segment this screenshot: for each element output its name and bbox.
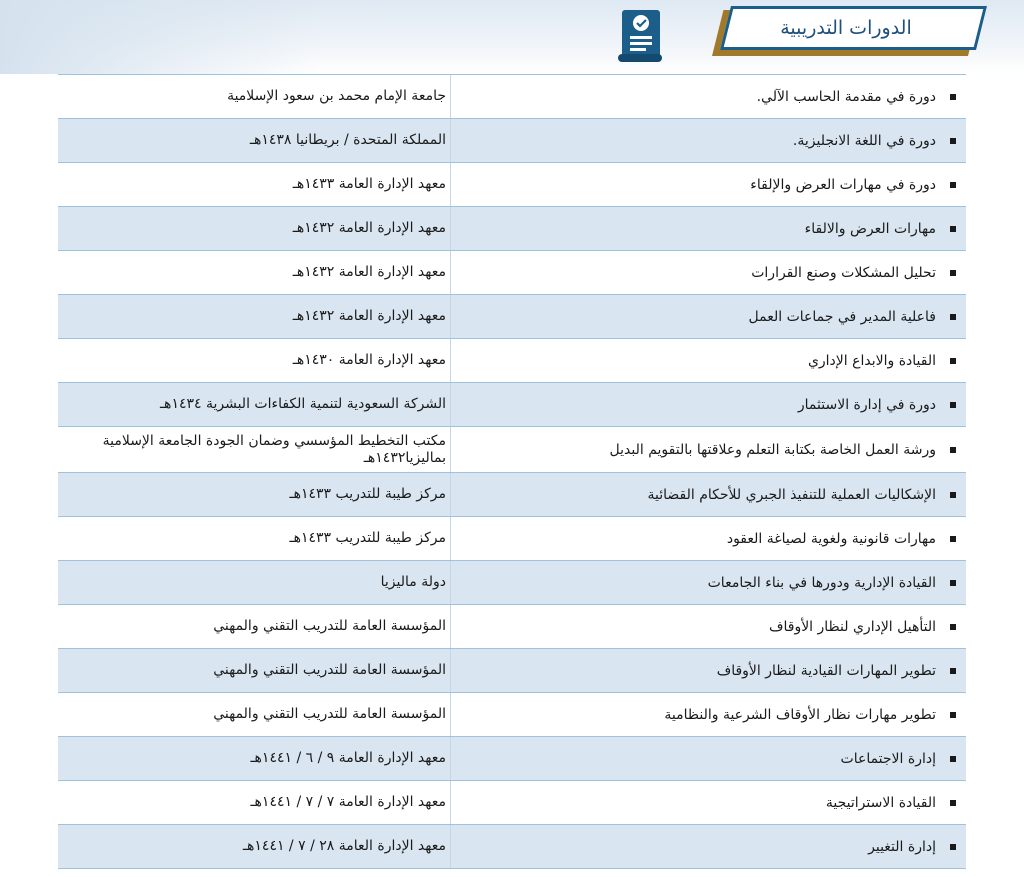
course-provider: معهد الإدارة العامة ١٤٣٢هـ [292,308,446,324]
bullet-icon [950,712,956,718]
course-provider: مكتب التخطيط المؤسسي وضمان الجودة الجامعة الإسلامية بماليزيا١٤٣٢هـ [102,432,446,466]
course-name: تطوير المهارات القيادية لنظار الأوقاف [716,662,936,679]
table-row [58,119,966,163]
bullet-icon [950,402,956,408]
course-name: إدارة الاجتماعات [840,750,936,767]
course-name: الإشكاليات العملية للتنفيذ الجبري للأحكام القضائية [647,486,936,503]
course-name: دورة في مقدمة الحاسب الآلي. [756,88,936,105]
table-row [58,251,966,295]
bullet-icon [950,668,956,674]
bullet-icon [950,580,956,586]
course-provider: معهد الإدارة العامة ٩ / ٦ / ١٤٤١هـ [250,750,446,766]
bullet-icon [950,94,956,100]
table-row [58,781,966,825]
bullet-icon [950,492,956,498]
bullet-icon [950,314,956,320]
course-provider: معهد الإدارة العامة ٢٨ / ٧ / ١٤٤١هـ [242,838,446,854]
table-row [58,649,966,693]
course-provider: دولة ماليزيا [380,574,446,590]
table-row [58,207,966,251]
course-provider: معهد الإدارة العامة ١٤٣٢هـ [292,264,446,280]
table-row [58,163,966,207]
table-row [58,295,966,339]
course-name: دورة في إدارة الاستثمار [797,396,936,413]
course-name: القيادة الاستراتيجية [825,794,936,811]
bullet-icon [950,624,956,630]
table-row [58,825,966,869]
bullet-icon [950,358,956,364]
certificate-icon [614,6,672,64]
course-provider: معهد الإدارة العامة ١٤٣٢هـ [292,220,446,236]
course-name: تطوير مهارات نظار الأوقاف الشرعية والنظامية [664,706,936,723]
table-row [58,339,966,383]
table-row [58,383,966,427]
table-row [58,427,966,473]
course-name: التأهيل الإداري لنظار الأوقاف [768,618,936,635]
course-provider: المملكة المتحدة / بريطانيا ١٤٣٨هـ [249,132,446,148]
table-row [58,473,966,517]
table-row [58,75,966,119]
course-name: مهارات قانونية ولغوية لصياغة العقود [726,530,936,547]
bullet-icon [950,138,956,144]
course-name: فاعلية المدير في جماعات العمل [748,308,936,325]
bullet-icon [950,447,956,453]
section-title-banner [712,6,974,54]
course-name: ورشة العمل الخاصة بكتابة التعلم وعلاقتها بالتقويم البديل [609,441,936,458]
course-name: القيادة والابداع الإداري [807,352,936,369]
table-row [58,605,966,649]
course-provider: المؤسسة العامة للتدريب التقني والمهني [213,706,446,722]
course-provider: معهد الإدارة العامة ٧ / ٧ / ١٤٤١هـ [250,794,446,810]
course-provider: المؤسسة العامة للتدريب التقني والمهني [213,662,446,678]
table-row [58,517,966,561]
bullet-icon [950,226,956,232]
course-name: القيادة الإدارية ودورها في بناء الجامعات [707,574,936,591]
course-provider: مركز طيبة للتدريب ١٤٣٣هـ [289,486,446,502]
course-provider: المؤسسة العامة للتدريب التقني والمهني [213,618,446,634]
course-name: مهارات العرض والالقاء [804,220,936,237]
bullet-icon [950,182,956,188]
table-row [58,737,966,781]
course-provider: جامعة الإمام محمد بن سعود الإسلامية [227,88,446,104]
bullet-icon [950,270,956,276]
course-name: دورة في مهارات العرض والإلقاء [750,176,936,193]
course-name: دورة في اللغة الانجليزية. [792,132,936,149]
table-row [58,561,966,605]
bullet-icon [950,800,956,806]
course-provider: معهد الإدارة العامة ١٤٣٠هـ [292,352,446,368]
bullet-icon [950,536,956,542]
course-provider: الشركة السعودية لتنمية الكفاءات البشرية ١٤٣٤هـ [159,396,446,412]
courses-table [58,74,966,869]
course-provider: مركز طيبة للتدريب ١٤٣٣هـ [289,530,446,546]
course-name: إدارة التغيير [868,838,936,855]
course-provider: معهد الإدارة العامة ١٤٣٣هـ [292,176,446,192]
bullet-icon [950,756,956,762]
table-row [58,693,966,737]
course-name: تحليل المشكلات وصنع القرارات [751,264,936,281]
bullet-icon [950,844,956,850]
section-title: الدورات التدريبية [780,17,912,39]
